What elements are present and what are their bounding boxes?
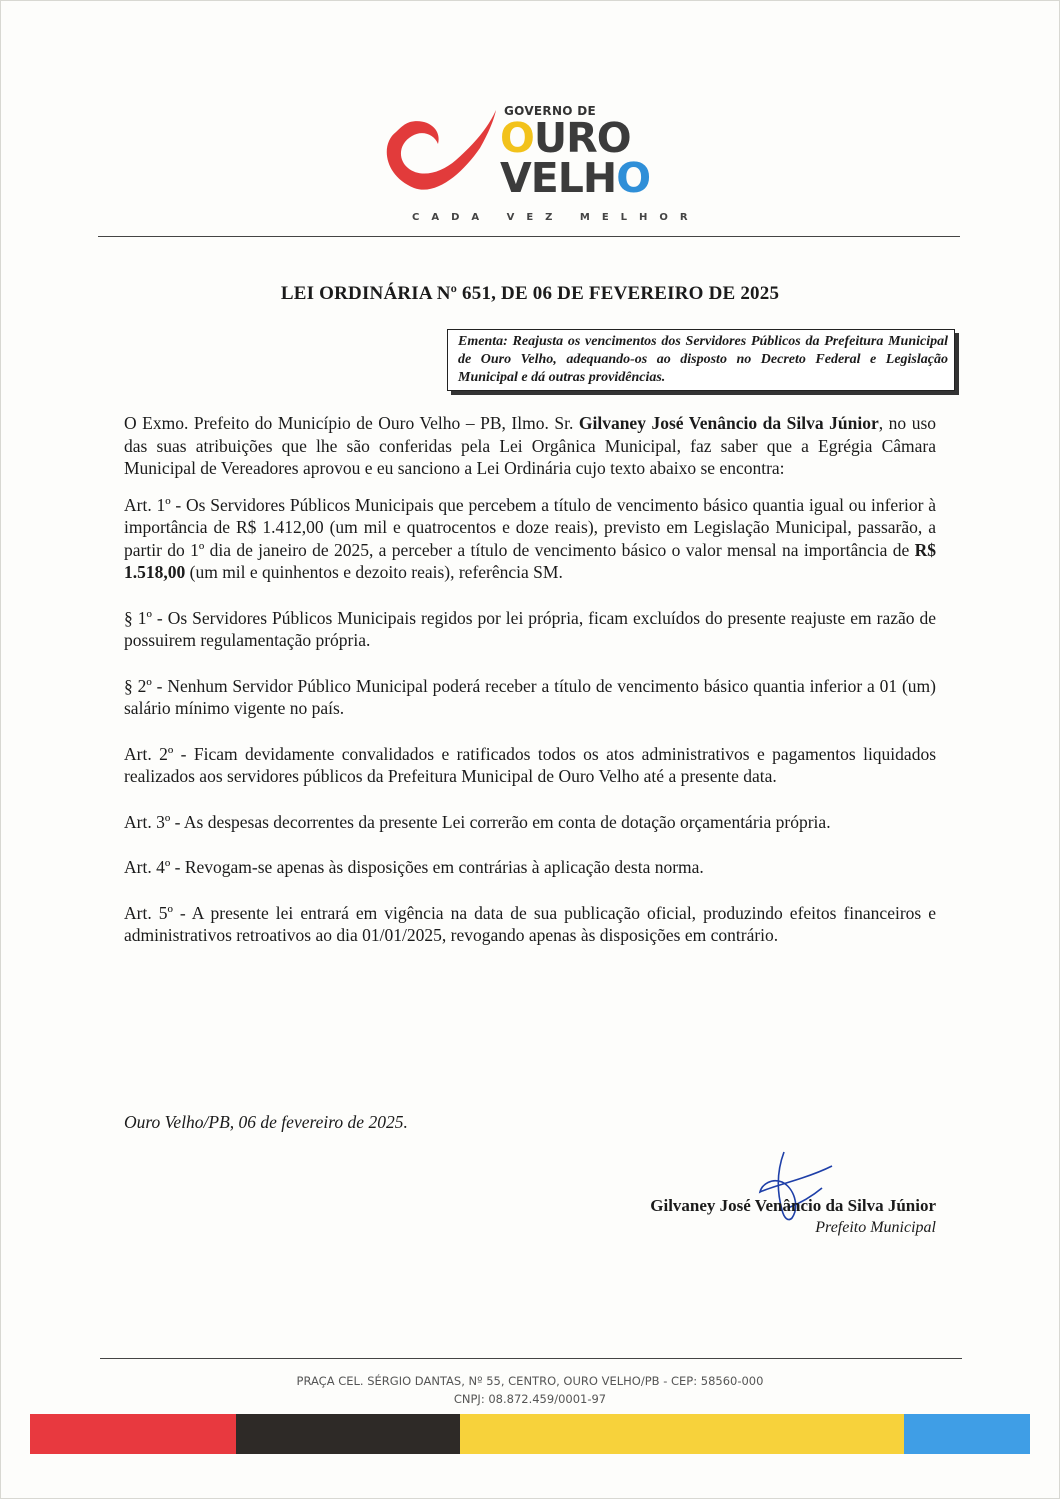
article-1-value: R$ 1.518,00 xyxy=(124,539,936,582)
article-1 xyxy=(124,494,936,584)
footer-color-bars xyxy=(30,1414,1030,1454)
handwritten-signature-icon xyxy=(748,1148,838,1228)
signatory-name: Gilvaney José Venâncio da Silva Júnior xyxy=(650,1196,936,1215)
paragraph-1: § 1º - Os Servidores Públicos Municipais regidos por lei própria, ficam excluídos do presente reajuste em razão de possuirem regulamentação própria. xyxy=(124,607,936,650)
intro-text-after: , no uso das suas atribuições que lhe são conferidas pela Lei Orgânica Municipal, faz saber que a Egrégia Câmara Municipal de Vereadores aprovou e eu sanciono a Lei Ordinária cujo texto abaixo se encontra: xyxy=(124,413,937,478)
law-title: LEI ORDINÁRIA Nº 651, DE 06 DE FEVEREIRO DE 2025 xyxy=(280,283,780,304)
color-bar-blue xyxy=(904,1414,1030,1454)
article-5: Art. 5º - A presente lei entrará em vigência na data de sua publicação oficial, produzindo efeitos financeiros e administrativos retroativos ao dia 01/01/2025, revogando apenas às disposições em contrário. xyxy=(124,902,936,945)
header-divider xyxy=(98,236,960,237)
logo-line-governo: GOVERNO DE xyxy=(504,104,597,118)
logo-tagline: CADA VEZ MELHOR xyxy=(412,212,700,223)
city-date: Ouro Velho/PB, 06 de fevereiro de 2025. xyxy=(124,1112,408,1132)
logo-line-ouro: OURO xyxy=(500,114,631,162)
article-3: Art. 3º - As despesas decorrentes da presente Lei correrão em conta de dotação orçamentária própria. xyxy=(124,811,831,832)
intro-text-before: O Exmo. Prefeito do Município de Ouro Velho – PB, Ilmo. Sr. xyxy=(124,413,579,433)
footer-divider xyxy=(100,1358,962,1359)
color-bar-red xyxy=(30,1414,236,1454)
intro-paragraph xyxy=(124,412,936,480)
heart-logo-icon xyxy=(376,104,504,204)
ementa-box: Ementa: Reajusta os vencimentos dos Servidores Públicos da Prefeitura Municipal de Ouro Velho, adequando-os ao disposto no Decreto Federal e Legislação Municipal e dá outras providências. xyxy=(447,329,955,391)
signatory-role: Prefeito Municipal xyxy=(815,1219,936,1236)
article-1-text-before: Art. 1º - Os Servidores Públicos Municipais que percebem a título de vencimento básico quantia igual ou inferior à importância de R$ 1.412,00 (um mil e quatrocentos e doze reais), previsto em Legislação Municipal, passarão, a partir do 1º dia de janeiro de 2025, a perceber a título de vencimento básico o valor mensal na importância de xyxy=(124,494,936,560)
footer-cnpj: CNPJ: 08.872.459/0001-97 xyxy=(453,1392,607,1406)
mayor-name-bold: Gilvaney José Venâncio da Silva Júnior xyxy=(578,413,879,433)
article-4: Art. 4º - Revogam-se apenas às disposições em contrárias à aplicação desta norma. xyxy=(124,857,704,877)
color-bar-black xyxy=(236,1414,460,1454)
law-body xyxy=(124,412,936,947)
logo xyxy=(376,100,700,232)
paragraph-2: § 2º - Nenhum Servidor Público Municipal poderá receber a título de vencimento básico quantia inferior a 01 (um) salário mínimo vigente no país. xyxy=(124,675,936,718)
article-1-text-after: (um mil e quinhentos e dezoito reais), referência SM. xyxy=(185,562,563,582)
color-bar-yellow xyxy=(460,1414,904,1454)
article-2: Art. 2º - Ficam devidamente convalidados e ratificados todos os atos administrativos e pagamentos liquidados realizados aos servidores públicos da Prefeitura Municipal de Ouro Velho até a presente data. xyxy=(124,743,936,786)
footer-address: PRAÇA CEL. SÉRGIO DANTAS, Nº 55, CENTRO, OURO VELHO/PB - CEP: 58560-000 xyxy=(296,1374,764,1388)
logo-line-velho: VELHO xyxy=(500,154,651,202)
